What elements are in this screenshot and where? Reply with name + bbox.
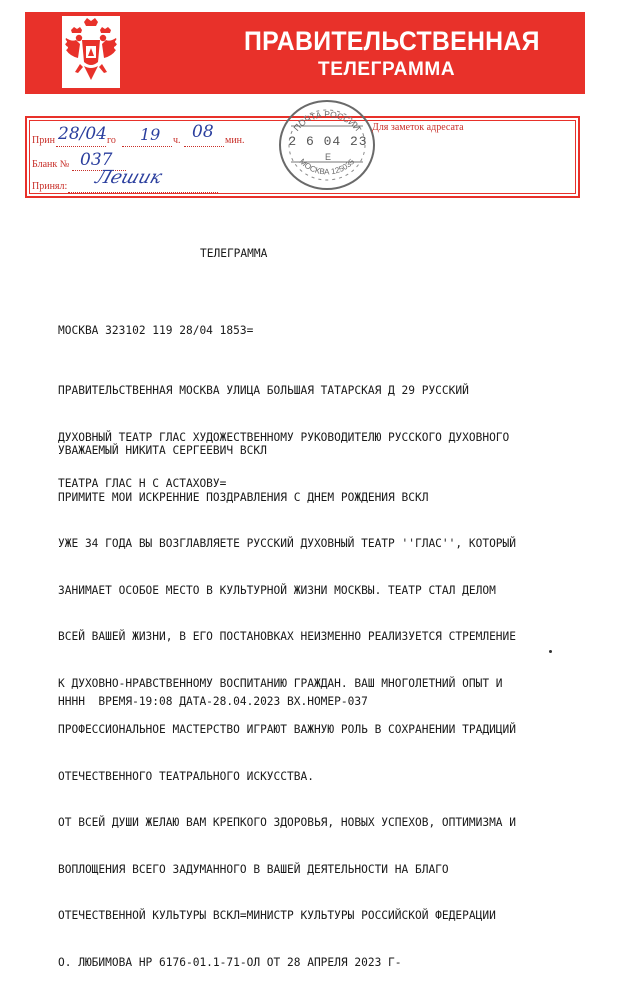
- address-line: ПРАВИТЕЛЬСТВЕННАЯ МОСКВА УЛИЦА БОЛЬШАЯ ТАТАРСКАЯ Д 29 РУССКИЙ: [58, 384, 469, 397]
- body-line: ВОПЛОЩЕНИЯ ВСЕГО ЗАДУМАННОГО В ВАШЕЙ ДЕЯТЕЛЬНОСТИ НА БЛАГО: [58, 862, 449, 876]
- banner-subtitle: ТЕЛЕГРАММА: [318, 59, 456, 80]
- stray-dot: [549, 650, 552, 653]
- body-line: ОТЕЧЕСТВЕННОГО ТЕАТРАЛЬНОГО ИСКУССТВА.: [58, 769, 314, 783]
- stamp-top-text: ПОЧТА РОССИИ: [291, 109, 363, 133]
- hour-value: 19: [140, 125, 161, 144]
- hour-label-prefix: го: [107, 135, 116, 146]
- accepted-signature: Лешик: [92, 167, 165, 188]
- body-line: ОТ ВСЕЙ ДУШИ ЖЕЛАЮ ВАМ КРЕПКОГО ЗДОРОВЬЯ, НОВЫХ УСПЕХОВ, ОПТИМИЗМА И: [58, 816, 517, 829]
- banner-title: ПРАВИТЕЛЬСТВЕННАЯ: [244, 26, 540, 56]
- body-line: ОТЕЧЕСТВЕННОЙ КУЛЬТУРЫ ВСКЛ=МИНИСТР КУЛЬТУРЫ РОССИЙСКОЙ ФЕДЕРАЦИИ: [58, 909, 496, 922]
- stamp-mid-letter: Е: [324, 152, 331, 162]
- body-line: УЖЕ 34 ГОДА ВЫ ВОЗГЛАВЛЯЕТЕ РУССКИЙ ДУХОВНЫЙ ТЕАТР ''ГЛАС'', КОТОРЫЙ: [58, 537, 517, 550]
- accepted-line: [68, 192, 218, 193]
- received-label: Прин: [32, 135, 55, 146]
- received-day-line: [56, 146, 106, 147]
- body-line: О. ЛЮБИМОВА НР 6176-01.1-71-ОЛ ОТ 28 АПРЕЛЯ 2023 Г-: [58, 955, 402, 969]
- body-line: ВСЕЙ ВАШЕЙ ЖИЗНИ, В ЕГО ПОСТАНОВКАХ НЕИЗМЕННО РЕАЛИЗУЕТСЯ СТРЕМЛЕНИЕ: [58, 630, 517, 643]
- coat-of-arms-icon: [62, 16, 120, 88]
- body-line: УВАЖАЕМЫЙ НИКИТА СЕРГЕЕВИЧ ВСКЛ: [58, 444, 267, 457]
- telegram-title: ТЕЛЕГРАММА: [200, 247, 268, 260]
- body-line: ЗАНИМАЕТ ОСОБОЕ МЕСТО В КУЛЬТУРНОЙ ЖИЗНИ МОСКВЫ. ТЕАТР СТАЛ ДЕЛОМ: [58, 583, 496, 597]
- notes-label: Для заметок адресата: [372, 122, 464, 133]
- hour-line: [122, 146, 172, 147]
- origin-line: МОСКВА 323102 119 28/04 1853=: [58, 324, 254, 337]
- svg-text:ПОЧТА РОССИИ: [291, 109, 362, 133]
- address-line: ТЕАТРА ГЛАС Н С АСТАХОВУ=: [58, 477, 227, 490]
- stamp-bottom-text: МОСКВА 125035: [297, 156, 357, 177]
- body-line: ПРИМИТЕ МОИ ИСКРЕННИЕ ПОЗДРАВЛЕНИЯ С ДНЕМ РОЖДЕНИЯ ВСКЛ: [58, 490, 429, 504]
- min-value: 08: [192, 122, 214, 142]
- accepted-label: Принял:: [32, 181, 68, 192]
- blank-value: 037: [80, 150, 113, 170]
- body-line: К ДУХОВНО-НРАВСТВЕННОМУ ВОСПИТАНИЮ ГРАЖДАН. ВАШ МНОГОЛЕТНИЙ ОПЫТ И: [58, 676, 503, 690]
- min-line: [184, 146, 224, 147]
- footer-line: НННН ВРЕМЯ-19:08 ДАТА-28.04.2023 ВХ.НОМЕР-037: [58, 695, 368, 708]
- body-line: ПРОФЕССИОНАЛЬНОЕ МАСТЕРСТВО ИГРАЮТ ВАЖНУЮ РОЛЬ В СОХРАНЕНИИ ТРАДИЦИЙ: [58, 723, 517, 736]
- address-line: ДУХОВНЫЙ ТЕАТР ГЛАС ХУДОЖЕСТВЕННОМУ РУКОВОДИТЕЛЮ РУССКОГО ДУХОВНОГО: [58, 430, 510, 444]
- received-day-value: 28/04: [58, 124, 107, 144]
- hour-label: ч.: [173, 135, 181, 146]
- stamp-date: 2 6 04 23: [288, 134, 368, 149]
- blank-label: Бланк №: [32, 159, 70, 170]
- min-label: мин.: [225, 135, 245, 146]
